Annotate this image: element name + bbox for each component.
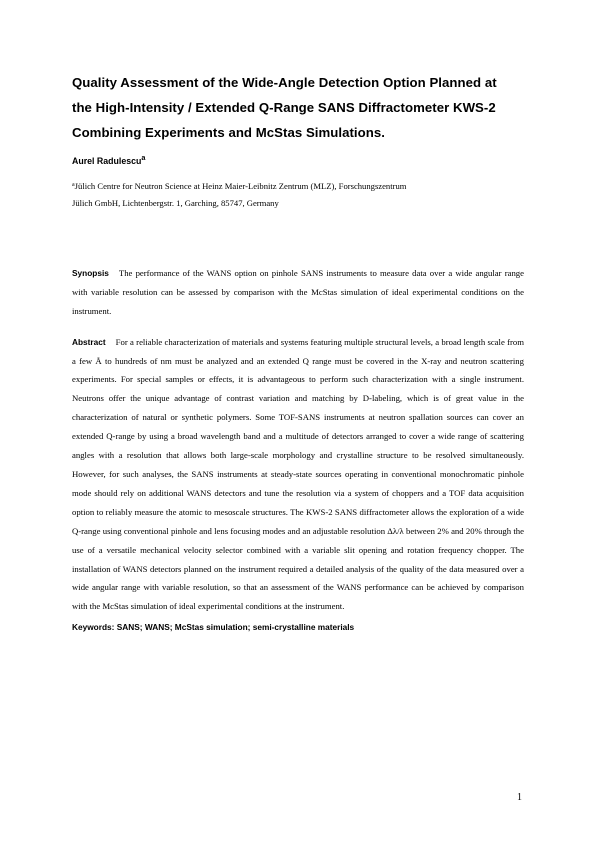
title-line-3: Combining Experiments and McStas Simulations. — [72, 125, 385, 140]
paper-page — [72, 70, 524, 632]
title-line-2: the High-Intensity / Extended Q-Range SANS Diffractometer KWS-2 — [72, 100, 496, 115]
affiliation — [72, 177, 524, 212]
affiliation-line-1 — [72, 177, 524, 195]
synopsis-text: The performance of the WANS option on pinhole SANS instruments to measure data over a wide angular range with variable resolution can be assessed by comparison with the McStas simulation of ideal experimental conditions on the instrument. — [72, 267, 524, 316]
keywords: Keywords: SANS; WANS; McStas simulation; semi-crystalline materials — [72, 622, 355, 633]
abstract-paragraph — [72, 333, 524, 617]
author-name: Aurel Radulescu — [72, 155, 142, 166]
abstract-heading: Abstract — [72, 336, 106, 347]
title-line-1: Quality Assessment of the Wide-Angle Detection Option Planned at — [72, 75, 497, 90]
affiliation-mark: a — [72, 181, 75, 188]
abstract-text: For a reliable characterization of materials and systems featuring multiple structural levels, a broad length scale from a few Å to hundreds of nm must be analyzed and an extended Q range must be covered in the X-ray and neutron scattering experiments. For special samples or effects, it is advantageous to perform such characterization with a single instrument. Neutrons offer the unique advantage of contrast variation and matching by D-labeling, which is of great value in the characterization of natural or synthetic polymers. Some TOF-SANS instruments at neutron spallation sources can cover an extended Q-range by using a broad wavelength band and a multitude of detectors arranged to cover a wide range of scattering angles with a resolution that allows both large-scale morphology and crystalline structure to be resolved simultaneously. However, for such analyses, the SANS instruments at steady-state sources operating in conventional monochromatic pinhole mode should rely on additional WANS detectors and tune the resolution via a system of choppers and a TOF data acquisition option to reliably measure the atomic to mesoscale structures. The KWS-2 SANS diffractometer allows the exploration of a wide Q-range using conventional pinhole and lens focusing modes and an adjustable resolution Δλ/λ between 2% and 20% through the use of a versatile mechanical velocity selector combined with a variable slit opening and rotation frequency chopper. The installation of WANS detectors planned on the instrument required a detailed analysis of the quality of the data measured over a wide angular range with variable resolution, so that an assessment of the WANS performance can be achieved by comparison with the McStas simulation of ideal experimental conditions at the instrument. — [72, 336, 524, 612]
affiliation-line-2: Jülich GmbH, Lichtenbergstr. 1, Garching, 85747, Germany — [72, 197, 279, 208]
affiliation-line-1-text: Jülich Centre for Neutron Science at Heinz Maier-Leibnitz Zentrum (MLZ), Forschungszentrum — [74, 180, 407, 191]
page-number: 1 — [517, 792, 522, 803]
paper-title — [72, 70, 524, 145]
author-affiliation-mark: a — [141, 153, 146, 162]
synopsis-heading: Synopsis — [72, 267, 109, 278]
author-line — [72, 153, 524, 166]
synopsis-paragraph — [72, 264, 524, 321]
